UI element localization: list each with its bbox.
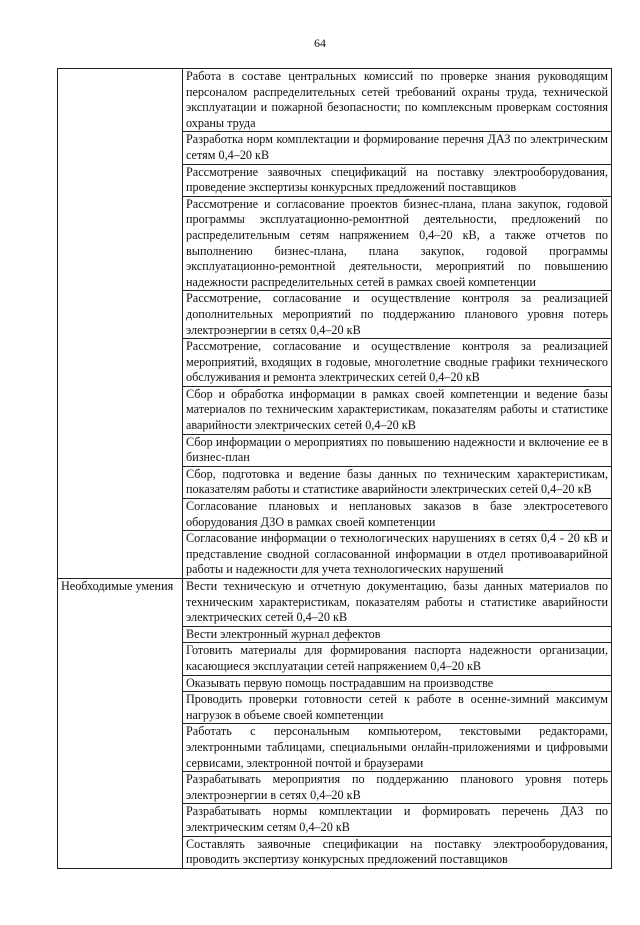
section-label: [58, 69, 183, 579]
document-table: [57, 68, 612, 869]
page-number: 64: [314, 36, 326, 50]
table-cell-item: Рассмотрение, согласование и осуществление контроля за реализацией дополнительных мероприятий по поддержанию планового уровня потерь электроэнергии в сетях 0,4–20 кВ: [183, 291, 612, 339]
table-cell-item: Сбор и обработка информации в рамках своей компетенции и ведение базы материалов по техническим характеристикам, показателям работы и статистике аварийности электрических сетей 0,4–20 кВ: [183, 386, 612, 434]
table-cell-item: Согласование плановых и неплановых заказов в базе электросетевого оборудования ДЗО в рамках своей компетенции: [183, 499, 612, 531]
table-cell-item: Рассмотрение заявочных спецификаций на поставку электрооборудования, проведение экспертизы конкурсных предложений поставщиков: [183, 164, 612, 196]
table-cell-item: Разрабатывать мероприятия по поддержанию планового уровня потерь электроэнергии в сетях 0,4–20 кВ: [183, 772, 612, 804]
table-cell-item: Готовить материалы для формирования паспорта надежности организации, касающиеся эксплуатации сетей напряжением 0,4–20 кВ: [183, 643, 612, 675]
table-cell-item: Оказывать первую помощь пострадавшим на производстве: [183, 675, 612, 692]
table-row: [58, 69, 612, 132]
table-cell-item: Сбор, подготовка и ведение базы данных по техническим характеристикам, показателям работы и статистике аварийности электрических сетей 0,4–20 кВ: [183, 466, 612, 498]
table-cell-item: Составлять заявочные спецификации на поставку электрооборудования, проводить экспертизу конкурсных предложений поставщиков: [183, 836, 612, 868]
table-cell-item: Вести электронный журнал дефектов: [183, 626, 612, 643]
table-cell-item: Работа в составе центральных комиссий по проверке знания руководящим персоналом распределительных сетей требований охраны труда, технической эксплуатации и пожарной безопасности; по комплексным проверкам состояния охраны труда: [183, 69, 612, 132]
table-cell-item: Рассмотрение, согласование и осуществление контроля за реализацией мероприятий, входящих в годовые, многолетние сводные графики технического обслуживания и ремонта электрических сетей 0,4–20 кВ: [183, 339, 612, 387]
table-body: [58, 69, 612, 869]
table-cell-item: Вести техническую и отчетную документацию, базы данных материалов по техническим характеристикам, показателям работы и статистике аварийности электрических сетей 0,4–20 кВ: [183, 579, 612, 627]
table-cell-item: Работать с персональным компьютером, текстовыми редакторами, электронными таблицами, специальными онлайн-приложениями и цифровыми сервисами, электронной почтой и браузерами: [183, 724, 612, 772]
table-cell-item: Разработка норм комплектации и формирование перечня ДАЗ по электрическим сетям 0,4–20 кВ: [183, 132, 612, 164]
section-label: Необходимые умения: [58, 579, 183, 869]
table-cell-item: Проводить проверки готовности сетей к работе в осенне-зимний максимум нагрузок в объеме своей компетенции: [183, 692, 612, 724]
table-cell-item: Рассмотрение и согласование проектов бизнес-плана, плана закупок, годовой программы эксплуатационно-ремонтной деятельности, предложений по распределительным сетям напряжением 0,4–20 кВ, а также отчетов по выполнению бизнес-плана, плана закупок, годовой программы эксплуатационно-ремонтной деятельности, мероприятий по повышению надежности распределительных сетей в рамках своей компетенции: [183, 196, 612, 291]
table-cell-item: Сбор информации о мероприятиях по повышению надежности и включение ее в бизнес-план: [183, 434, 612, 466]
table-cell-item: Согласование информации о технологических нарушениях в сетях 0,4 - 20 кВ и представление сводной согласованной информации в отдел противоаварийной работы и надежности для учета технологических нарушений: [183, 531, 612, 579]
table-row: [58, 579, 612, 627]
table-cell-item: Разрабатывать нормы комплектации и формировать перечень ДАЗ по электрическим сетям 0,4–20 кВ: [183, 804, 612, 836]
